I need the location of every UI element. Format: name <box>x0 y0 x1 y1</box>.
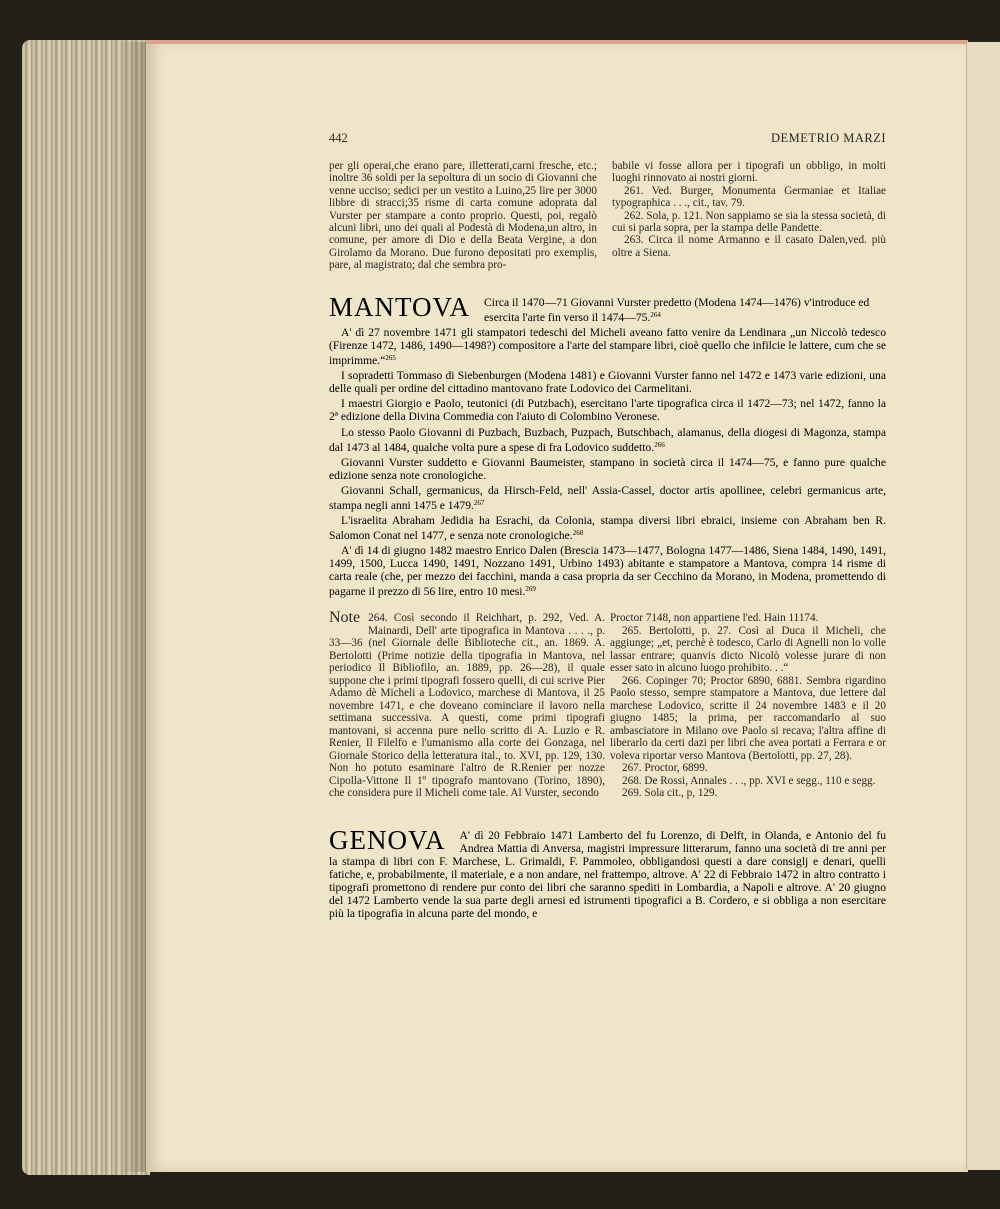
paragraph-text: I sopradetti Tommaso di Siebenburgen (Modena 1481) e Giovanni Vurster fanno nel 1472 e 1473 varie edizioni, una delle quali per ordine del cittadino mantovano frate Lodovico dei Carmelitani. <box>329 369 886 396</box>
paragraph-text: A' dì 27 novembre 1471 gli stampatori tedeschi del Micheli aveano fatto venire da Lendinara „un Niccolò tedesco (Firenze 1472, 1486, 1490—1498?) compositore a l'arte del stampare libri, cioè quello che infilcie le lattere, cum che se imprimme.“ <box>329 326 886 367</box>
lead-text: Circa il 1470—71 Giovanni Vurster predetto (Modena 1474—1476) v'introduce ed esercita l'arte fin verso il 1474—75. <box>484 296 870 324</box>
footnote-ref: 265 <box>385 354 396 362</box>
footnote-text: 264. Così secondo il Reichhart, p. 292, Ved. A. Mainardi, Dell' arte tipografica in Mantova . . . ., p. 33—36 (nel Giornale delle Biblioteche cit., an. 1869. A. Bertolotti (Prime notizie della tipografia in Mantova, nel periodico Il Bibliofilo, an. 1889, pp. 26—28), il quale suppone che i primi tipografi fossero quelli, di cui scrive Pier Adamo dè Micheli a Lodovico, marchese di Mantova, il 25 novembre 1471, e che doveano cominciare il lavoro nella settimana successiva. A questi, come primi tipografi mantovani, si accenna pure nello scritto di A. Luzio e R. Renier, Il Filelfo e l'umanismo alla corte dei Gonzaga, nel Giornale Storico della letteratura ital., to. XVI, pp. 129, 130. Non ho potuto esaminare l'altro de R.Renier per nozze Cipolla-Vittone Il 1º tipografo mantovano (Torino, 1890), che considera pure il Micheli come tale. Al Vurster, secondo <box>329 612 605 799</box>
running-title: DEMETRIO MARZI <box>771 131 886 145</box>
footnote-ref: 266 <box>654 440 665 449</box>
footnote: 268. De Rossi, Annales . . ., pp. XVI e segg., 110 e segg. <box>622 774 876 787</box>
footnote: 263. Circa il nome Armanno e il casato Dalen,ved. più oltre a Siena. <box>612 234 886 259</box>
paragraph <box>329 514 886 542</box>
facing-page-edge <box>966 42 1000 1170</box>
footnote: 267. Proctor, 6899. <box>622 762 708 774</box>
top-left-column <box>329 160 597 272</box>
footnote-ref: 268 <box>572 529 584 538</box>
footnote-ref: 267 <box>473 498 485 507</box>
running-header <box>329 131 886 149</box>
section-heading-genova: GENOVA <box>329 825 446 855</box>
paragraph-text: Lo stesso Paolo Giovanni di Puzbach, Buzbach, Puzpach, Butschbach, alamanus, della diogesi di Magonza, stampa dal 1473 al 1484, qualche volta pure a spese di fra Lodovico suddetto. <box>329 425 886 454</box>
page-number: 442 <box>329 131 348 145</box>
paragraph <box>329 397 886 423</box>
paragraph <box>329 484 886 512</box>
footnote: 265. Bertolotti, p. 27. Così al Duca il Micheli, che aggiunge; „et, perchè è todesco, Carlo di Agnelli non lo volle lassar entrare; quanvis dicto Nicolò volesse jurare di non esser sato in alcuno luogo prohibito. . .“ <box>610 624 886 674</box>
paragraph <box>329 456 886 482</box>
footnote: 261. Ved. Burger, Monumenta Germaniae et Italiae typographica . . ., cit., tav. 79. <box>612 184 886 210</box>
paragraph <box>329 369 886 395</box>
notes-right-column <box>610 612 886 800</box>
paragraph <box>329 326 886 367</box>
footnote: 269. Sola cit., p, 129. <box>622 787 718 799</box>
paragraph-text: A' dì 14 di giugno 1482 maestro Enrico Dalen (Brescia 1473—1477, Bologna 1477—1486, Siena 1484, 1490, 1491, 1499, 1500, Lucca 1490, 1491, Nozzano 1491, Urbino 1493) abitante e stampatore a Mantova, compra 14 risme di carta reale (che, per mezzo dei facchini, manda a casa propria da ser Cecchino da Morano, in Modena, promettendo di pagarne il prezzo di 56 lire, entro 10 mesi. <box>329 544 886 599</box>
footnote: Proctor 7148, non appartiene l'ed. Hain 11174. <box>610 612 819 624</box>
footnote <box>329 609 605 800</box>
footnote: 266. Copinger 70; Proctor 6890, 6881. Sembra rigardino Paolo stesso, sempre stampatore a Mantova, due lettere dal marchese Lodovico, scritte il 24 novembre 1483 e il 20 giugno 1485; la prima, per raccomandarlo al suo ambasciatore in Milano ove Paolo si recava; l'altra affine di liberarlo da certi dazi per libri che avea portati a Ferrara e or voleva riportar verso Mantova (Bertolotti, pp. 27, 28). <box>610 674 886 762</box>
paragraph <box>329 426 886 454</box>
paragraph <box>329 544 886 598</box>
notes-left-column <box>329 609 605 800</box>
section-genova <box>329 825 886 920</box>
section-mantova <box>329 292 886 601</box>
continued-note-text: per gli operai,che erano pare, illetterati,carni fresche, etc.; inoltre 36 soldi per la sepoltura di un socio di Giovanni che venne ucciso; sedici per un vestito a Luino,25 lire per 3000 libbre di stracci;35 risme di carta comune adoprata dal Vurster per stampare a conto proprio. Questi, poi, regalò alcuni libri, uno dei quali al Podestà di Modena,un altro, in comune, per amore di Dio e della Beata Vergine, a don Girolamo da Morano. Due furono depositati pro exemplis, pare, al magistrato; dal che sembra pro- <box>329 160 597 272</box>
page-top-edge <box>146 40 968 44</box>
footnote: 262. Sola, p. 121. Non sappiamo se sia la stessa società, di cui si parla sopra, per la stampa delle Pandette. <box>612 209 886 235</box>
notes-label: Note <box>329 609 361 626</box>
top-right-column <box>612 160 886 259</box>
section-heading-mantova: MANTOVA <box>329 292 471 322</box>
paragraph-text: L'israelita Abraham Jedidia ha Esrachi, da Colonia, stampa diversi libri ebraici, insieme con Abraham ben R. Salomon Conat nel 1477, e senza note cronologiche. <box>329 514 886 543</box>
paragraph-text: Giovanni Schall, germanicus, da Hirsch-Feld, nell' Assia-Cassel, doctor artis apollinee, celebri germanicus arte, stampa negli anni 1475 e 1479. <box>329 483 886 512</box>
footnote-ref: 269 <box>525 585 536 594</box>
paragraph-text: I maestri Giorgio e Paolo, teutonici (di Putzbach), esercitano l'arte tipografica circa il 1472—73; nel 1472, fanno la 2ª edizione della Divina Commedia con l'aiuto di Colombino Veronese. <box>329 397 886 424</box>
continued-note-text: babile vi fosse allora per i tipografi un obbligo, in molti luoghi rinnovato ai nostri giorni. <box>612 160 886 185</box>
paragraph-text: Giovanni Vurster suddetto e Giovanni Baumeister, stampano in società circa il 1474—75, e fanno pure qualche edizione senza note cronologiche. <box>329 455 886 482</box>
section-lead: A' dì 20 Febbraio 1471 Lamberto del fu Lorenzo, di Delft, in Olanda, e Antonio del fu Andrea Mattia di Anversa, magistri impressure litterarum, fanno una società di tre anni per la stampa di libri con F. Marchese, L. Grimaldi, F. Pammoleo, obbligandosi questi a dare consiglj e denari, quelli fatiche, e, probabilmente, il materiale, e a non andare, nel frattempo, altrove. A' 22 di Febbraio 1472 in altro contratto i tipografi promettono di rendere pur conto dei libri che saranno spediti in Lombardia, a Napoli e altrove. A' 20 giugno del 1472 Lamberto vende la sua parte degli arnesi ed istrumenti tipografici a B. Cordero, e si obbliga a non esercitare più la tipografia in alcuna parte del mondo, e <box>329 829 886 920</box>
footnote-ref: 264 <box>650 311 661 319</box>
